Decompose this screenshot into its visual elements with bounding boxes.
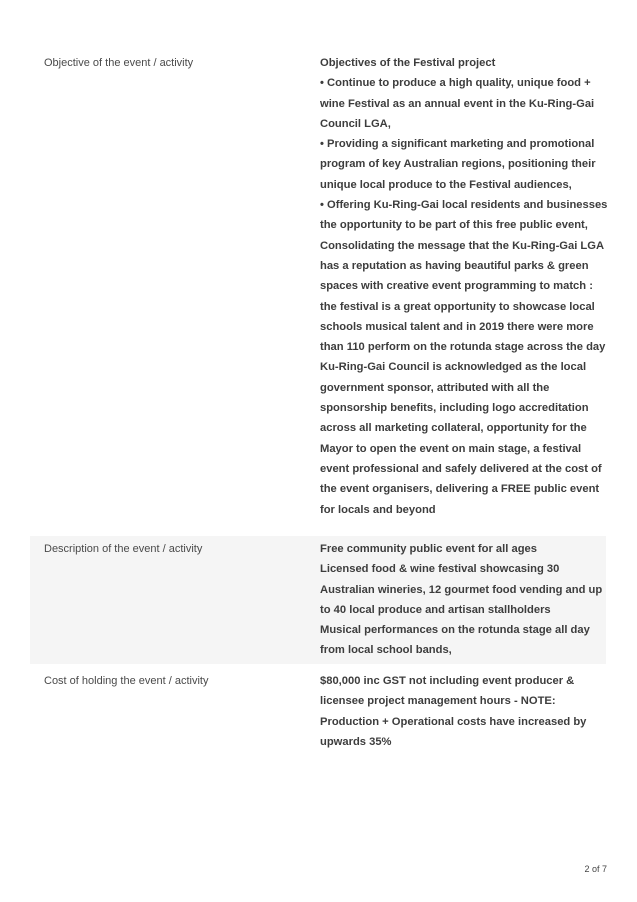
objective-line: • Continue to produce a high quality, unique food + — [320, 77, 591, 90]
description-line: Licensed food & wine festival showcasing 30 — [320, 563, 560, 576]
page-number: 2 of 7 — [584, 864, 607, 874]
cost-line: upwards 35% — [320, 735, 392, 748]
objective-line: program of key Australian regions, positioning their — [320, 158, 596, 171]
objective-line: across all marketing collateral, opportunity for the — [320, 422, 587, 435]
objective-line: for locals and beyond — [320, 503, 436, 516]
objective-line: spaces with creative event programming to match : — [320, 280, 593, 293]
objective-row — [30, 50, 606, 528]
cost-row — [30, 668, 606, 760]
cost-line: Production + Operational costs have increased by — [320, 715, 587, 728]
objective-line: • Offering Ku-Ring-Gai local residents and businesses — [320, 199, 608, 212]
description-label: Description of the event / activity — [44, 543, 203, 555]
objective-line: Mayor to open the event on main stage, a festival — [320, 442, 582, 455]
cost-line: licensee project management hours - NOTE: — [320, 695, 556, 708]
objective-label: Objective of the event / activity — [44, 57, 194, 69]
objective-line: Ku-Ring-Gai Council is acknowledged as the local — [320, 361, 587, 374]
objective-line: has a reputation as having beautiful parks & green — [320, 259, 589, 272]
cost-line: $80,000 inc GST not including event producer & — [320, 675, 575, 687]
objective-line: Consolidating the message that the Ku-Ring-Gai LGA — [320, 239, 605, 252]
objective-line: the opportunity to be part of this free public event, — [320, 219, 588, 232]
description-line: Musical performances on the rotunda stage all day — [320, 624, 590, 637]
objective-line: schools musical talent and in 2019 there were more — [320, 320, 594, 333]
objective-line: than 110 perform on the rotunda stage across the day — [320, 341, 606, 354]
objective-line: Objectives of the Festival project — [320, 57, 496, 69]
objective-line: government sponsor, attributed with all the — [320, 381, 550, 394]
objective-line: sponsorship benefits, including logo accreditation — [320, 402, 589, 415]
objective-line: unique local produce to the Festival audiences, — [320, 178, 572, 191]
objective-line: • Providing a significant marketing and promotional — [320, 138, 595, 151]
description-value — [320, 539, 610, 661]
objective-line: Council LGA, — [320, 117, 391, 130]
cost-label: Cost of holding the event / activity — [44, 675, 209, 687]
description-row — [30, 536, 606, 664]
description-line: from local school bands, — [320, 644, 452, 657]
objective-line: the festival is a great opportunity to showcase local — [320, 300, 595, 313]
description-line: Australian wineries, 12 gourmet food vending and up — [320, 583, 603, 596]
objective-line: wine Festival as an annual event in the Ku-Ring-Gai — [320, 97, 595, 110]
objective-line: the event organisers, delivering a FREE public event — [320, 483, 600, 496]
cost-value — [320, 671, 610, 752]
objective-line: event professional and safely delivered at the cost of — [320, 462, 602, 475]
objective-value — [320, 53, 610, 520]
description-line: to 40 local produce and artisan stallholders — [320, 603, 551, 616]
description-line: Free community public event for all ages — [320, 543, 537, 555]
